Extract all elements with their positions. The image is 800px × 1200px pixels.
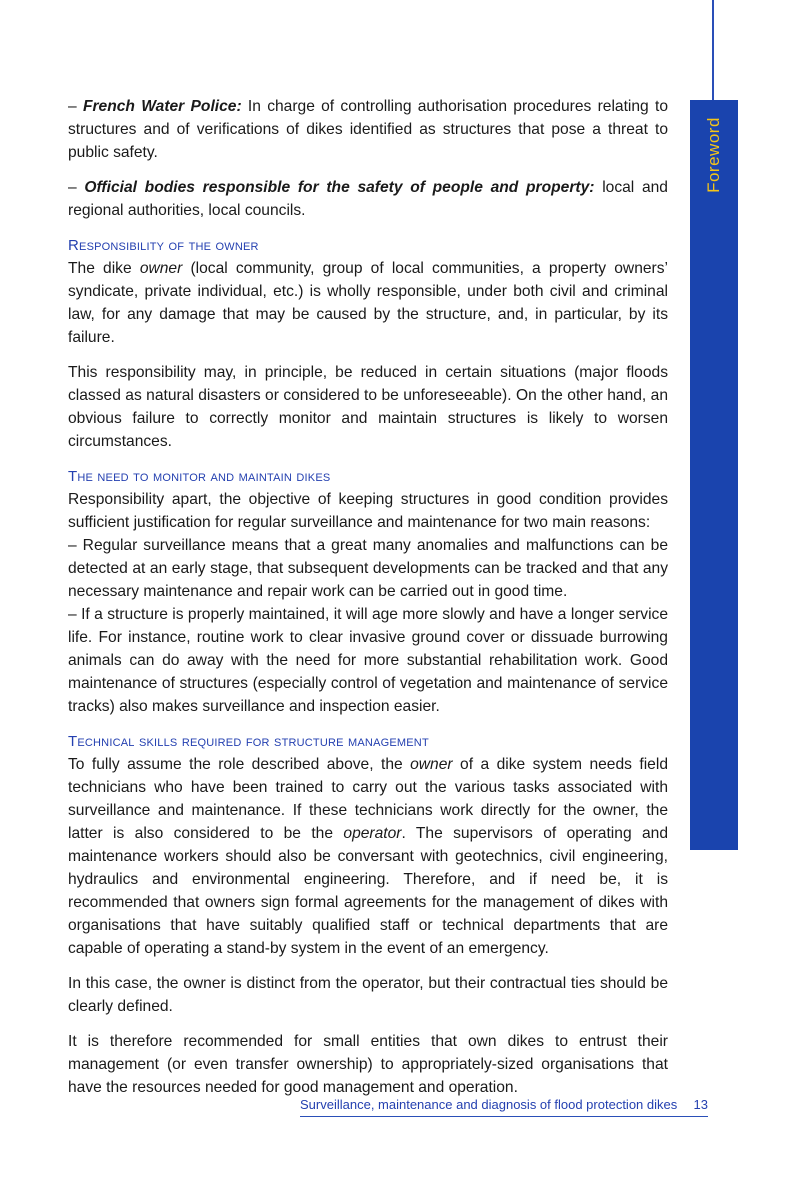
- section-tab-label: Foreword: [704, 117, 723, 193]
- section-heading: The need to monitor and maintain dikes: [68, 468, 331, 485]
- header-rule: [712, 0, 714, 100]
- paragraph: To fully assume the role described above, the owner of a dike system needs field technicians who have been trained to carry out the various tasks associated with surveillance and maintenance. If these technicians work directly for the owner, the latter is also considered to be the operator. The supervisors of operating and maintenance workers should also be conversant with geotechnics, civil engineering, hydraulics and environmental engineering. Therefore, and if need be, it is recommended that owners sign formal agreements for the management of dikes with organisations that have suitably qualified staff or technical departments that are capable of operating a stand-by system in the event of an emergency.: [68, 756, 668, 957]
- intro-item: – Official bodies responsible for the safety of people and property: local and regional authorities, local councils.: [68, 179, 668, 219]
- page-body: [68, 95, 668, 1111]
- paragraph: Responsibility apart, the objective of keeping structures in good condition provides sufficient justification for regular surveillance and maintenance for two main reasons:: [68, 491, 668, 531]
- intro-item: – French Water Police: In charge of controlling authorisation procedures relating to structures and of verifications of dikes identified as structures that pose a threat to public safety.: [68, 98, 669, 161]
- paragraph: It is therefore recommended for small entities that own dikes to entrust their management (or even transfer ownership) to appropriately-sized organisations that have the resources needed for good management and operation.: [68, 1033, 668, 1096]
- term: French Water Police:: [82, 98, 242, 115]
- page-number: 13: [693, 1097, 708, 1112]
- term: Official bodies responsible for the safety of people and property:: [84, 179, 595, 196]
- section-tab: [690, 100, 738, 850]
- footer-title: Surveillance, maintenance and diagnosis of flood protection dikes: [300, 1097, 678, 1112]
- paragraph: – If a structure is properly maintained, it will age more slowly and have a longer service life. For instance, routine work to clear invasive ground cover or dissuade burrowing animals can do away with the need for more substantial rehabilitation work. Good maintenance of structures (especially control of vegetation and maintenance of service tracks) also makes surveillance and inspection easier.: [68, 606, 668, 715]
- section-heading: Responsibility of the owner: [68, 237, 259, 254]
- section-heading: Technical skills required for structure management: [68, 733, 429, 750]
- paragraph: – Regular surveillance means that a great many anomalies and malfunctions can be detected at an early stage, that subsequent developments can be tracked and that any necessary maintenance and repair work can be carried out in good time.: [68, 537, 668, 600]
- paragraph: This responsibility may, in principle, be reduced in certain situations (major floods classed as natural disasters or considered to be unforeseeable). On the other hand, an obvious failure to correctly monitor and maintain structures is likely to worsen circumstances.: [68, 364, 668, 450]
- page-footer: [300, 1094, 708, 1117]
- paragraph: In this case, the owner is distinct from the operator, but their contractual ties should be clearly defined.: [68, 975, 668, 1015]
- paragraph: The dike owner (local community, group of local communities, a property owners’ syndicate, private individual, etc.) is wholly responsible, under both civil and criminal law, for any damage that may be caused by the structure, and, in particular, by its failure.: [68, 260, 668, 346]
